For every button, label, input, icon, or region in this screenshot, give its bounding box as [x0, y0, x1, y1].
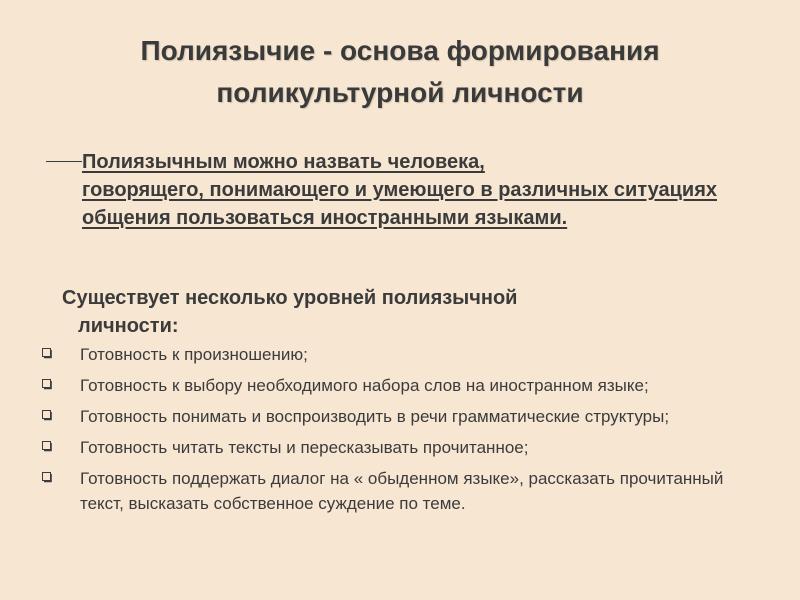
list-item-text: Готовность к выбору необходимого набора слов на иностранном языке; [80, 376, 649, 395]
levels-intro-line2: личности: [78, 315, 179, 337]
list-item [40, 342, 770, 367]
list-item-text: Готовность к произношению; [80, 345, 308, 364]
slide-title: Полиязычие - основа формирования поликультурной личности [140, 35, 660, 108]
definition-first-line: Полиязычным можно назвать человека, [82, 151, 485, 173]
checkbox-square-icon [42, 348, 53, 359]
underline-indent [46, 160, 82, 162]
definition-rest: говорящего, понимающего и умеющего в различных ситуациях общения пользоваться иностранными языками. [82, 179, 717, 229]
levels-intro [62, 284, 702, 340]
list-item [40, 373, 770, 398]
checkbox-square-icon [42, 441, 53, 452]
levels-intro-line1: Существует несколько уровней полиязычной [62, 287, 518, 309]
levels-list [40, 342, 770, 522]
definition-paragraph [46, 148, 746, 232]
checkbox-square-icon [42, 379, 53, 390]
list-item [40, 435, 770, 460]
list-item-text: Готовность поддержать диалог на « обыденном языке», рассказать прочитанный текст, высказать собственное суждение по теме. [80, 469, 724, 513]
list-item [40, 466, 770, 516]
list-item [40, 404, 770, 429]
list-item-text: Готовность понимать и воспроизводить в речи грамматические структуры; [80, 407, 670, 426]
list-item-text: Готовность читать тексты и пересказывать прочитанное; [80, 438, 529, 457]
checkbox-square-icon [42, 410, 53, 421]
checkbox-square-icon [42, 472, 53, 483]
